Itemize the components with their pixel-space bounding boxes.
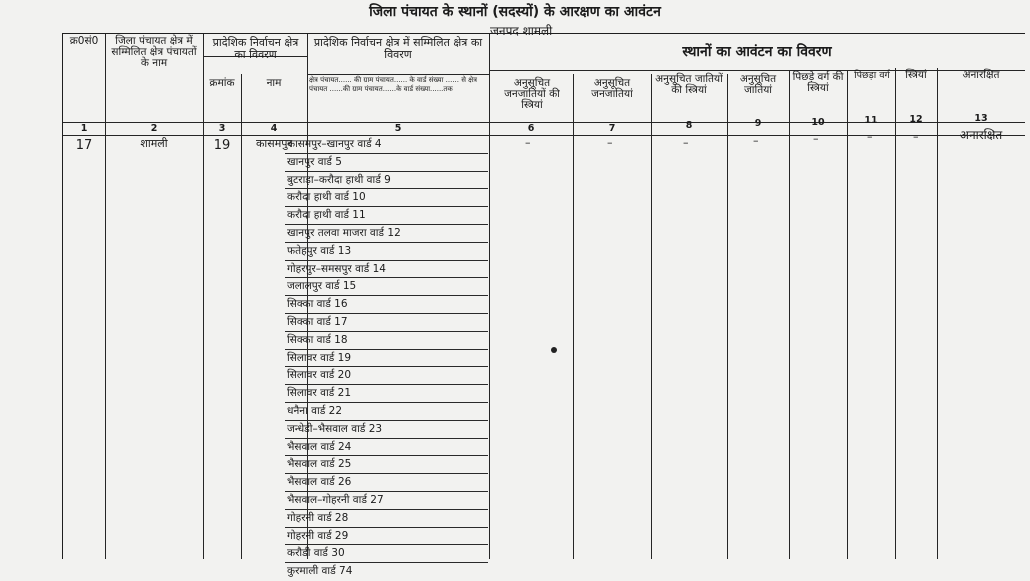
header-women: स्त्रियां [905, 69, 927, 81]
ward-row: गोहरपुर–समसपुर वार्ड 14 [285, 261, 488, 279]
ward-row: करौडी वार्ड 30 [285, 545, 488, 563]
ward-row: सिक्का वार्ड 17 [285, 314, 488, 332]
ward-row: गोहरनी वार्ड 28 [285, 510, 488, 528]
col-divider [105, 34, 106, 559]
cell-constituency-no: 19 [213, 138, 231, 153]
column-number: 2 [150, 123, 158, 134]
ward-row: सिक्का वार्ड 16 [285, 296, 488, 314]
ward-row: फतेहपुर वार्ड 13 [285, 243, 488, 261]
header-sc: अनुसूचित जातियां [739, 73, 777, 96]
ward-row: करौदा हाथी वार्ड 11 [285, 207, 488, 225]
header-sc-women: अनुसूचित जातियों की स्त्रियां [655, 73, 723, 96]
col-divider [489, 34, 490, 559]
cell-st: – [607, 136, 613, 149]
cell-constituency-name: कासमपुर [255, 137, 293, 150]
cell-women: – [913, 130, 919, 143]
ward-row: बुटराड़ा–करौदा हाथी वार्ड 9 [285, 172, 488, 190]
ward-row: भैसवाल वार्ड 24 [285, 439, 488, 457]
district-subtitle: जनपद शामली [490, 24, 553, 38]
col5-sub-divider [307, 74, 489, 75]
cell-serial: 17 [75, 138, 93, 153]
number-row-bottom [63, 135, 1025, 136]
cell-obc: – [867, 130, 873, 143]
header-st-women: अनुसूचित जनजातियों की स्त्रियां [504, 77, 560, 111]
ward-row: धनैना वार्ड 22 [285, 403, 488, 421]
ward-row: भैसवाल–गोहरनी वार्ड 27 [285, 492, 488, 510]
ward-row: जन्धेडी–भैसवाल वार्ड 23 [285, 421, 488, 439]
page-title: जिला पंचायत के स्थानों (सदस्यों) के आरक्षण का आवंटन [369, 4, 661, 20]
ward-row: सिलावर वार्ड 19 [285, 350, 488, 368]
header-allocation: स्थानों का आवंटन का विवरण [682, 44, 832, 60]
scan-speck [551, 347, 557, 353]
column-number: 5 [394, 123, 402, 134]
cell-sc-women: – [683, 136, 689, 149]
ward-list [285, 136, 488, 581]
cell-unreserved: अनारक्षित [959, 128, 1003, 142]
column-number: 10 [811, 117, 825, 128]
ward-row: कुरमाली वार्ड 74 [287, 565, 353, 578]
column-number: 3 [218, 123, 226, 134]
column-number: 8 [685, 120, 693, 131]
column-number: 6 [527, 123, 535, 134]
col-divider [727, 74, 728, 559]
header-unreserved: अनारक्षित [962, 69, 1000, 81]
header-constituency-no: क्रमांक [209, 77, 235, 89]
col-divider [203, 34, 204, 559]
header-obc: पिछड़ा वर्ग [854, 70, 890, 81]
cell-panchayat-name: शामली [140, 137, 168, 150]
col-divider [847, 70, 848, 559]
ward-row: सिक्का वार्ड 18 [285, 332, 488, 350]
col-divider [789, 70, 790, 559]
header-panchayat-names: जिला पंचायत क्षेत्र में सम्मिलित क्षेत्र पंचायतों के नाम [111, 35, 197, 69]
col-divider [895, 68, 896, 559]
header-included-area-sub: क्षेत्र पंचायत...... की ग्राम पंचायत...... के वार्ड संख्या ...... से क्षेत्र पंचायत ......की ग्राम पंचायत......के वार्ड संख्या......तक [309, 76, 478, 93]
column-number: 7 [608, 123, 616, 134]
ward-row: भैसवाल वार्ड 26 [285, 474, 488, 492]
ward-row: कासमपुर–खानपुर वार्ड 4 [285, 136, 488, 154]
ward-row: जलालपुर वार्ड 15 [285, 278, 488, 296]
reservation-table [62, 33, 1025, 559]
column-number: 12 [909, 114, 923, 125]
ward-row: सिलावर वार्ड 21 [285, 385, 488, 403]
ward-row: गोहरनी वार्ड 29 [285, 528, 488, 546]
header-obc-women: पिछड़े वर्ग की स्त्रियां [792, 71, 844, 94]
col-divider [573, 74, 574, 559]
header-constituency-details: प्रादेशिक निर्वाचन क्षेत्र का विवरण [212, 36, 299, 61]
cell-obc-women: – [813, 132, 819, 145]
header-serial: क्र0सं0 [69, 35, 99, 47]
ward-row: भैसवाल वार्ड 25 [285, 456, 488, 474]
header-st: अनुसूचित जनजातियां [591, 77, 633, 100]
cell-sc: – [753, 134, 759, 147]
ward-row: खानपुर वार्ड 5 [285, 154, 488, 172]
cell-st-women: – [525, 136, 531, 149]
col-divider [937, 68, 938, 559]
header-constituency-name: नाम [266, 77, 282, 89]
col-divider [651, 74, 652, 559]
header-included-area: प्रादेशिक निर्वाचन क्षेत्र में सम्मिलित क्षेत्र का विवरण [313, 36, 483, 61]
column-number: 11 [864, 115, 878, 126]
column-number: 9 [754, 118, 762, 129]
ward-row: करौदा हाथी वार्ड 10 [285, 189, 488, 207]
column-number: 1 [80, 123, 88, 134]
ward-row: सिलावर वार्ड 20 [285, 367, 488, 385]
ward-row: खानपुर तलवा माजरा वार्ड 12 [285, 225, 488, 243]
column-number: 4 [270, 123, 278, 134]
column-number: 13 [974, 113, 988, 124]
